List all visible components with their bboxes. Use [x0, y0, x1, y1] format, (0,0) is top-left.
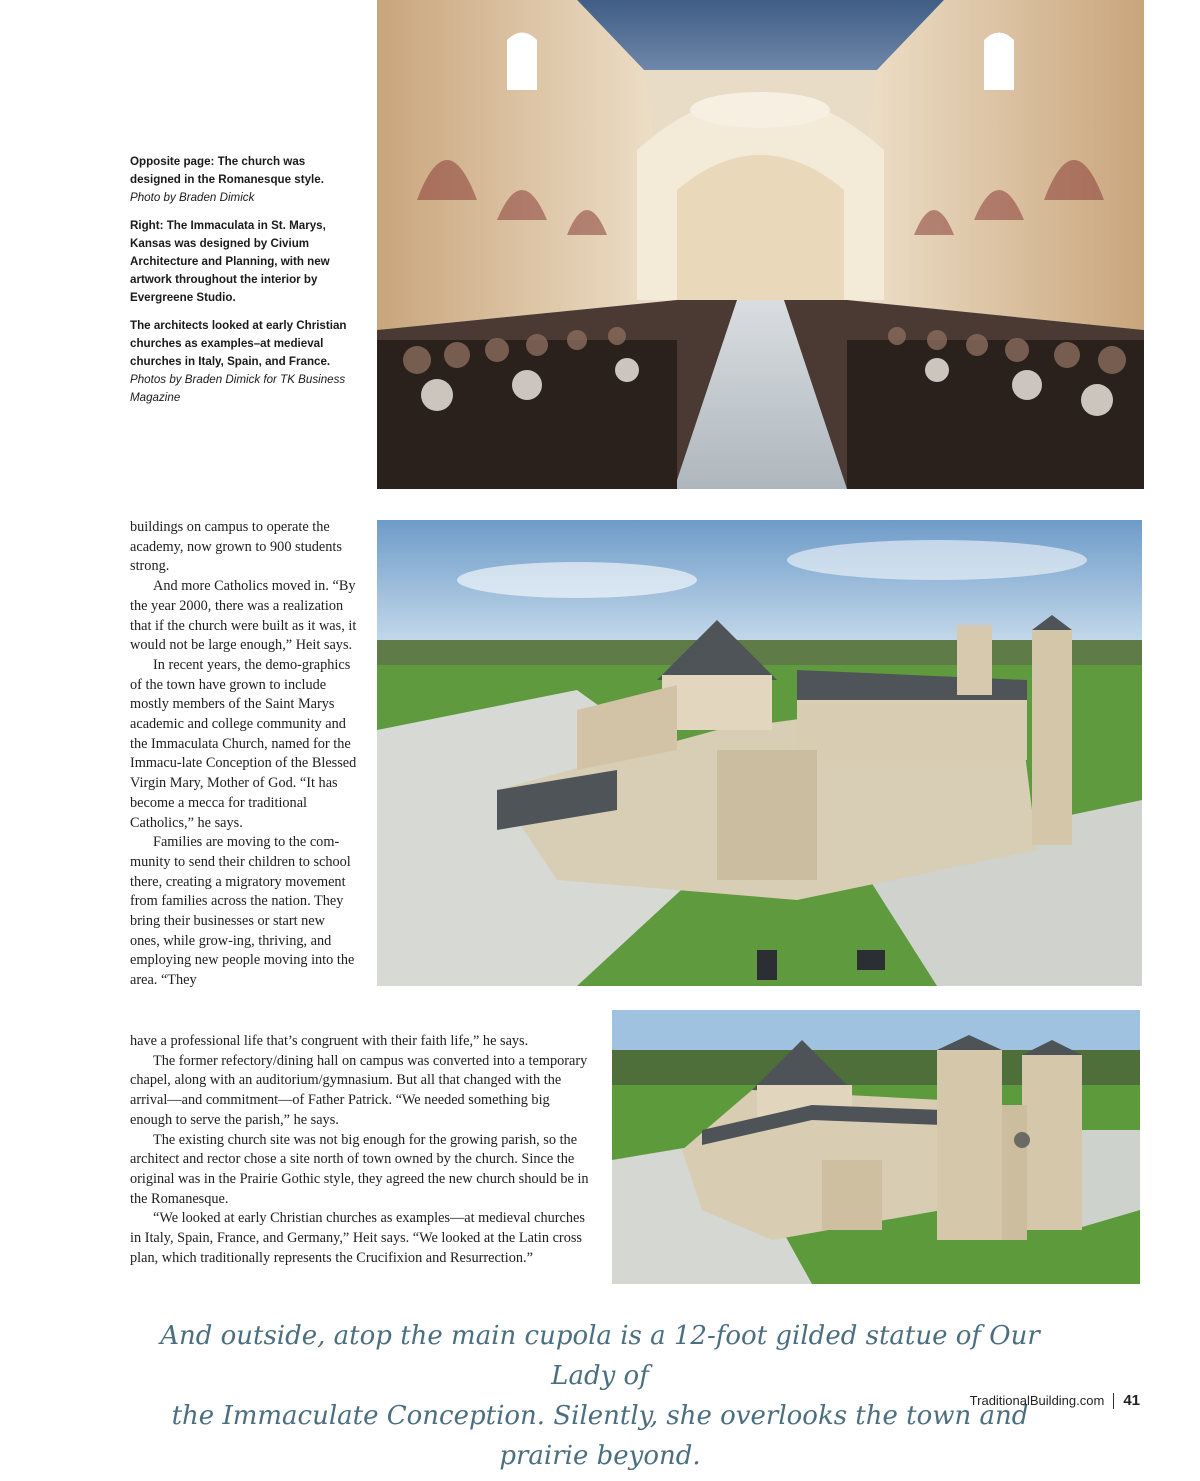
pull-quote-line: the Immaculate Conception. Silently, she overlooks the town and prairie beyond. [171, 1401, 1029, 1471]
article-column-wide [130, 1032, 595, 1268]
article-paragraph: In recent years, the demo-graphics of the town have grown to include mostly members of the Saint Marys academic and college community and the Immaculata Church, named for the Immacu-late Conception of the Blessed Virgin Mary, Mother of God. “It has become a mecca for traditional Catholics,” he says. [130, 656, 357, 831]
church-aerial-front-photo [612, 1010, 1140, 1284]
church-aerial-side-photo [377, 520, 1142, 986]
photo-captions [130, 153, 350, 417]
church-interior-photo [377, 0, 1144, 489]
footer-divider [1113, 1393, 1114, 1409]
article-paragraph: buildings on campus to operate the academy, now grown to 900 students strong. [130, 519, 342, 575]
caption-opposite-page: Opposite page: The church was designed in the Romanesque style. Photo by Braden Dimick [130, 155, 324, 204]
pull-quote [130, 1316, 1070, 1476]
caption-right: Right: The Immaculata in St. Marys, Kansas was designed by Civium Architecture and Planning, with new artwork throughout the interior by Evergreene Studio. [130, 219, 330, 304]
article-paragraph: have a professional life that’s congruent with their faith life,” he says. [130, 1033, 529, 1049]
article-column-narrow [130, 518, 358, 991]
page-footer [970, 1392, 1140, 1409]
article-paragraph: Families are moving to the com-munity to send their children to school there, creating a migratory movement from families across the nation. They bring their businesses or start new ones, while grow-ing, thriving, and employing new people moving into the area. “They [130, 834, 355, 989]
article-paragraph: The former refectory/dining hall on campus was converted into a temporary chapel, along with an auditorium/gymnasium. But all that changed with the arrival—and commitment—of Father Patrick. “We needed something big enough to serve the parish,” he says. [130, 1052, 588, 1128]
article-paragraph: The existing church site was not big enough for the growing parish, so the architect and rector chose a site north of town owned by the church. Since the original was in the Prairie Gothic style, they agreed the new church should be in the Romanesque. [130, 1131, 589, 1207]
article-paragraph: And more Catholics moved in. “By the year 2000, there was a realization that if the church were built as it was, it would not be large enough,” Heit says. [130, 578, 357, 654]
article-paragraph: “We looked at early Christian churches as examples—at medieval churches in Italy, Spain, France, and Germany,” Heit says. “We looked at the Latin cross plan, which traditionally represents the Crucifixion and Resurrection.” [130, 1210, 585, 1266]
caption-architects: The architects looked at early Christian churches as examples–at medieval churches in Italy, Spain, and France. Photos by Braden Dimick for TK Business Magazine [130, 319, 347, 404]
footer-site: TraditionalBuilding.com [969, 1393, 1105, 1408]
page-number: 41 [1123, 1392, 1140, 1409]
pull-quote-line: And outside, atop the main cupola is a 12-foot gilded statue of Our Lady of [160, 1321, 1040, 1391]
